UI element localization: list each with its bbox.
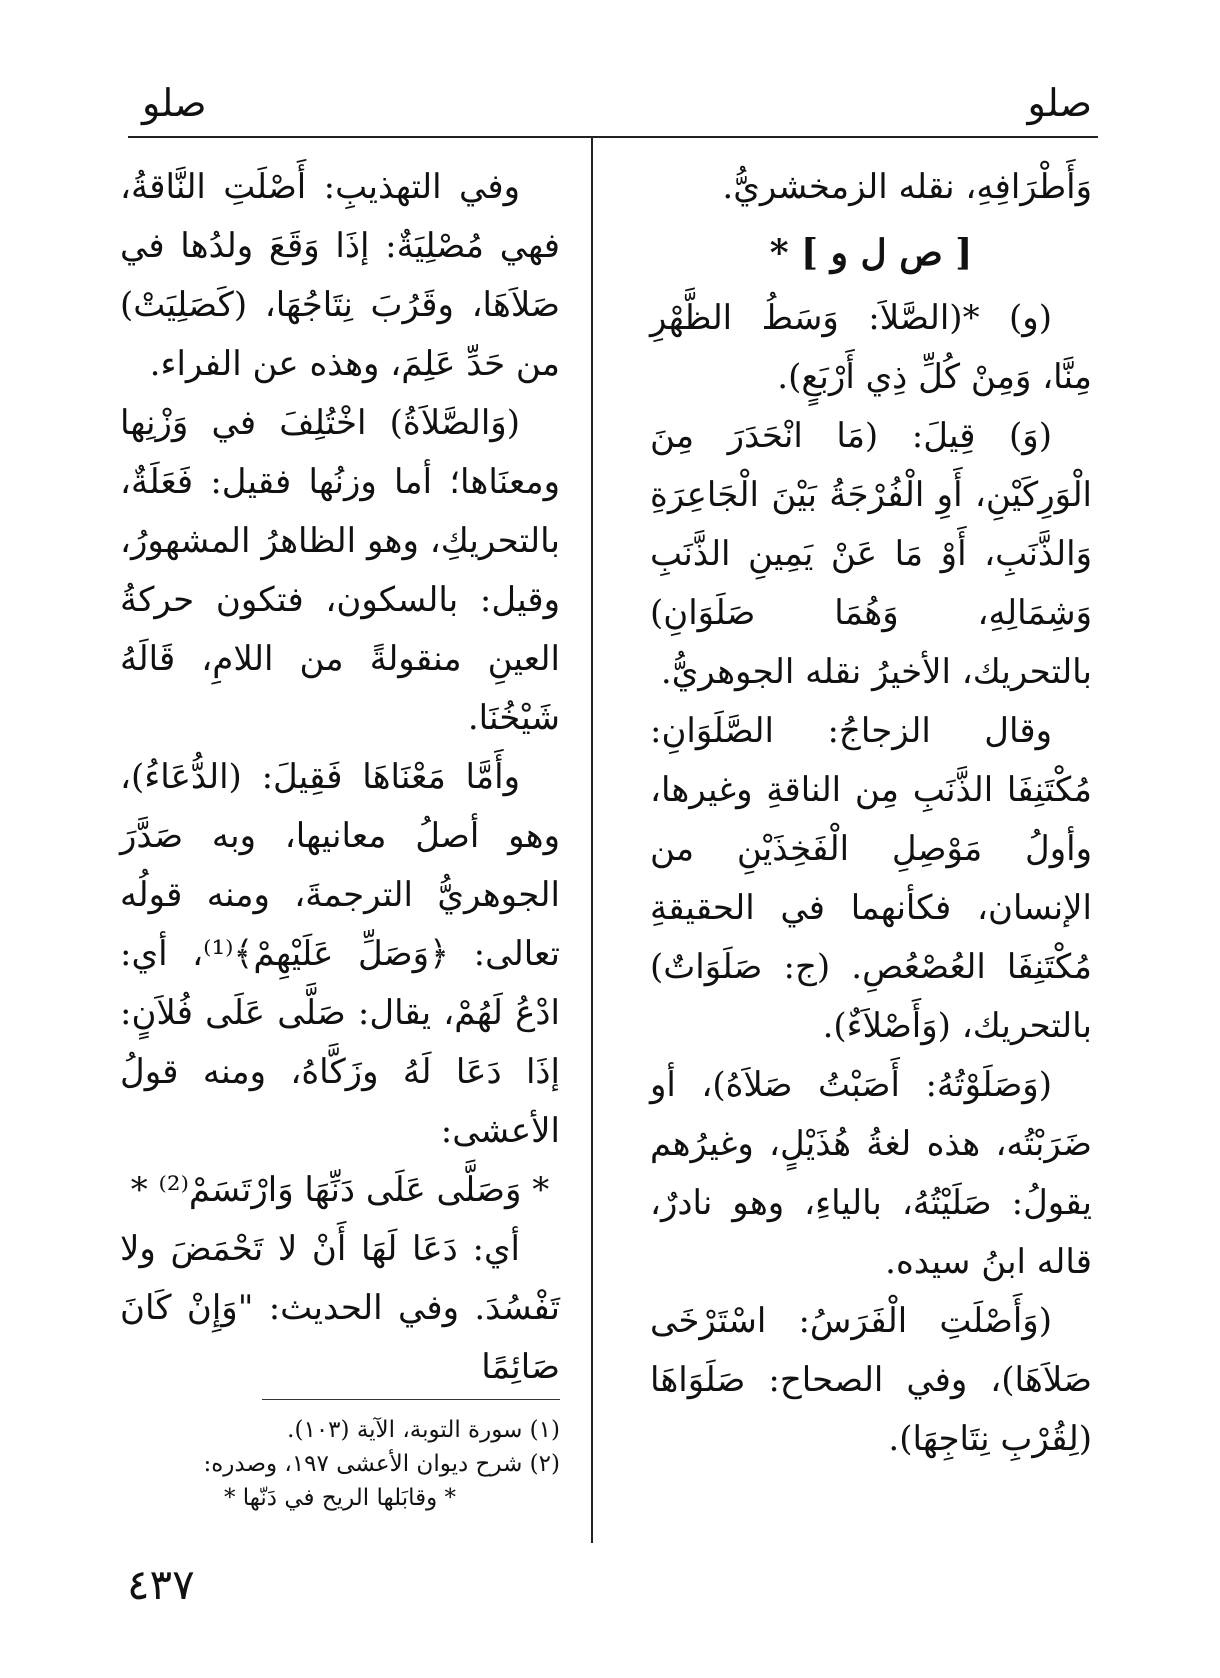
right-paragraph-1: وَأَطْرَافِهِ، نقله الزمخشريُّ.	[722, 167, 1092, 207]
running-head-right: صلو	[1027, 81, 1092, 125]
footnotes	[120, 1413, 560, 1515]
right-column	[650, 158, 1092, 1563]
left-paragraph-2: (وَالصَّلاَةُ) اخْتُلِفَ في وَزْنِها ومعنَاها؛ أما وزنُها فقيل: فَعَلَةٌ، بالتحريكِ، وهو الظاهرُ المشهورُ، وقيل: بالسكون، فتكون حركةُ العينِ منقولةً من اللامِ، قَالَهُ شَيْخُنَا.	[120, 403, 560, 738]
left-paragraph-4: أي: دَعَا لَهَا أَنْ لا تَحْمَضَ ولا تَفْسُدَ. وفي الحديث: "وَإِنْ كَانَ صَائِمًا	[120, 1229, 560, 1387]
right-paragraph-3: (وَ) قِيلَ: (مَا انْحَدَرَ مِنَ الْوَرِكَيْنِ، أَوِ الْفُرْجَةُ بَيْنَ الْجَاعِرَةِ وَالذَّنَبِ، أَوْ مَا عَنْ يَمِينِ الذَّنَبِ وَشِمَالِهِ، وَهُمَا صَلَوَانِ) بالتحريك، الأخيرُ نقله الجوهريُّ.	[650, 416, 1092, 692]
page-number: ٤٣٧	[127, 1560, 195, 1609]
left-paragraph-1: وفي التهذيبِ: أَصْلَتِ النَّاقةُ، فهي مُصْلِيَةٌ: إذَا وَقَعَ ولدُها في صَلاَهَا، وقَرُبَ نِتَاجُهَا، (كَصَلِيَتْ) من حَدِّ عَلِمَ، وهذه عن الفراء.	[120, 167, 560, 384]
right-paragraph-6: (وَأَصْلَتِ الْفَرَسُ: اسْتَرْخَى صَلاَهَا)، وفي الصحاح: صَلَوَاهَا (لِقُرْبِ نِتَاجِهَا).	[650, 1301, 1092, 1459]
running-head-left: صلو	[142, 81, 207, 125]
root-heading: [ ص ل و ] *	[769, 232, 973, 274]
right-paragraph-5: (وَصَلَوْتُهُ: أَصَبْتُ صَلاَهُ)، أو ضَرَبْتُه، هذه لغةُ هُذَيْلٍ، وغيرُهم يقولُ: صَلَيْتُهُ، بالياءِ، وهو نادرٌ، قاله ابنُ سيده.	[650, 1065, 1092, 1282]
right-paragraph-2: (و) *(الصَّلاَ: وَسَطُ الظَّهْرِ مِنَّا، وَمِنْ كُلِّ ذِي أَرْبَعٍ).	[650, 298, 1092, 397]
footnote-2-verse: * وقابَلها الريح في دَنّها *	[223, 1485, 457, 1511]
left-paragraph-3: وأَمَّا مَعْنَاهَا فَقِيلَ: (الدُّعَاءُ)، وهو أصلُ معانيها، وبه صَدَّرَ الجوهريُّ الترجمةَ، ومنه قولُه تعالى: ﴿وَصَلِّ عَلَيْهِمْ﴾⁽¹⁾، أي: ادْعُ لَهُمْ، يقال: صَلَّى عَلَى فُلاَنٍ: إذَا دَعَا لَهُ وزَكَّاهُ، ومنه قولُ الأعشى:	[120, 757, 560, 1151]
column-divider	[591, 138, 593, 1543]
footnote-1: (١) سورة التوبة، الآية (١٠٣).	[287, 1417, 560, 1443]
footnote-rule	[262, 1399, 560, 1400]
footnote-2: (٢) شرح ديوان الأعشى ١٩٧، وصدره:	[203, 1451, 560, 1477]
header-rule	[128, 136, 1098, 138]
poetry-verse: * وَصَلَّى عَلَى دَنِّهَا وَارْتَسَمْ⁽²⁾ *	[130, 1170, 550, 1210]
right-paragraph-4: وقال الزجاجُ: الصَّلَوَانِ: مُكْتَنِفَا الذَّنَبِ مِن الناقةِ وغيرها، وأولُ مَوْصِلِ الْفَخِذَيْنِ من الإنسان، فكأنهما في الحقيقةِ مُكْتَنِفَا العُصْعُصِ. (ج: صَلَوَاتٌ) بالتحريك، (وَأَصْلاَءٌ).	[650, 711, 1092, 1046]
left-column	[120, 158, 560, 1563]
